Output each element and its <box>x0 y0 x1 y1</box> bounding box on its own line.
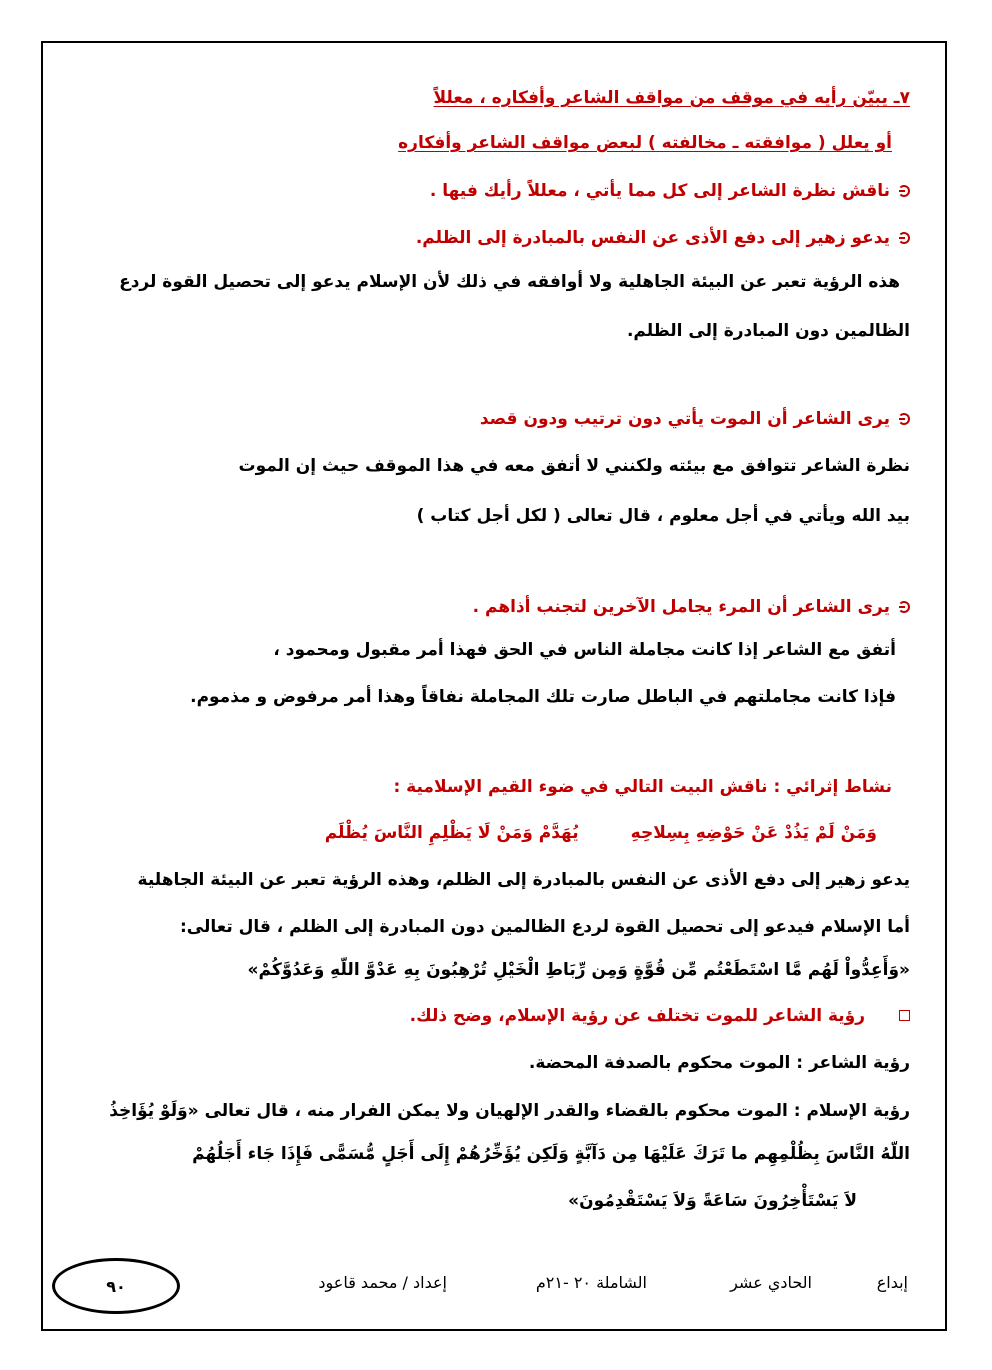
activity-line-2: أما الإسلام فيدعو إلى تحصيل القوة لردع الظالمين دون المبادرة إلى الظلم ، قال تعالى: <box>179 917 910 937</box>
activity-quran-verse: «وَأَعِدُّواْ لَهُم مَّا اسْتَطَعْتُم مِّن قُوَّةٍ وَمِن رِّبَاطِ الْخَيْلِ تُرْهِبُونَ بِهِ عَدْوَّ اللّهِ وَعَدُوَّكُمْ» <box>247 960 910 980</box>
checkbox-icon <box>899 1010 910 1021</box>
question-line-1: رؤية الشاعر : الموت محكوم بالصدفة المحضة. <box>528 1053 910 1073</box>
verse-second-hemistich: يُهَدَّمْ وَمَنْ لَا يَظْلِمِ النَّاسَ يُظْلَم <box>324 823 579 843</box>
instruction: ناقش نظرة الشاعر إلى كل مما يأتي ، معللاً رأيك فيها . <box>430 180 910 202</box>
section-title: ٧ـ يبيّن رأيه في موقف من مواقف الشاعر وأفكاره ، معللاً <box>433 88 910 108</box>
point-1-heading: يدعو زهير إلى دفع الأذى عن النفس بالمبادرة إلى الظلم. <box>416 227 910 249</box>
page-number: ٩٠ <box>52 1258 180 1314</box>
footer-grade: الحادي عشر <box>730 1273 812 1292</box>
point-2-line-1: نظرة الشاعر تتوافق مع بيئته ولكنني لا أتفق معه في هذا الموقف حيث إن الموت <box>238 456 910 476</box>
verse-first-hemistich: وَمَنْ لَمْ يَذُدْ عَنْ حَوْضِهِ بِسِلاحِهِ <box>630 823 877 843</box>
verse <box>325 822 877 844</box>
footer-brand: إبداع <box>876 1273 908 1292</box>
bullet-icon <box>898 413 910 425</box>
point-3-line-2: فإذا كانت مجاملتهم في الباطل صارت تلك المجاملة نفاقاً وهذا أمر مرفوض و مذموم. <box>190 687 896 707</box>
point-2-line-2: بيد الله ويأتي في أجل معلوم ، قال تعالى ( لكل أجل كتاب ) <box>416 506 910 526</box>
footer-author: إعداد / محمد قاعود <box>318 1273 447 1292</box>
activity-title: نشاط إثرائي : ناقش البيت التالي في ضوء القيم الإسلامية : <box>393 777 892 797</box>
point-1-line-2: الظالمين دون المبادرة إلى الظلم. <box>626 321 910 341</box>
question-line-4: لاَ يَسْتَأْخِرُونَ سَاعَةً وَلاَ يَسْتَقْدِمُونَ» <box>568 1191 857 1211</box>
point-1-line-1: هذه الرؤية تعبر عن البيئة الجاهلية ولا أوافقه في ذلك لأن الإسلام يدعو إلى تحصيل القوة لردع <box>119 272 900 292</box>
point-3-line-1: أتفق مع الشاعر إذا كانت مجاملة الناس في الحق فهذا أمر مقبول ومحمود ، <box>273 640 896 660</box>
section-subtitle: أو يعلل ( موافقته ـ مخالفته ) لبعض مواقف الشاعر وأفكاره <box>398 133 892 153</box>
point-2-heading: يرى الشاعر أن الموت يأتي دون ترتيب ودون قصد <box>480 408 910 430</box>
bullet-icon <box>898 232 910 244</box>
point-3-heading: يرى الشاعر أن المرء يجامل الآخرين لتجنب أذاهم . <box>473 596 910 618</box>
question-heading: رؤية الشاعر للموت تختلف عن رؤية الإسلام، وضح ذلك. <box>410 1005 910 1027</box>
bullet-icon <box>898 601 910 613</box>
question-line-3: اللّهُ النَّاسَ بِظُلْمِهِم ما تَرَكَ عَلَيْهَا مِن دَآبَّةٍ وَلَكِن يُؤَخِّرُهُمْ إِلَى أَجَلٍ مُّسَمًّى فَإِذَا جَاء أَجَلُهُمْ <box>192 1144 910 1164</box>
question-line-2: رؤية الإسلام : الموت محكوم بالقضاء والقدر الإلهيان ولا يمكن الفرار منه ، قال تعالى «وَلَوْ يُؤَاخِذُ <box>109 1101 910 1121</box>
footer-book: الشاملة ٢٠ -٢١م <box>535 1273 647 1292</box>
activity-line-1: يدعو زهير إلى دفع الأذى عن النفس بالمبادرة إلى الظلم، وهذه الرؤية تعبر عن البيئة الجاهلية <box>137 870 910 890</box>
bullet-icon <box>898 185 910 197</box>
